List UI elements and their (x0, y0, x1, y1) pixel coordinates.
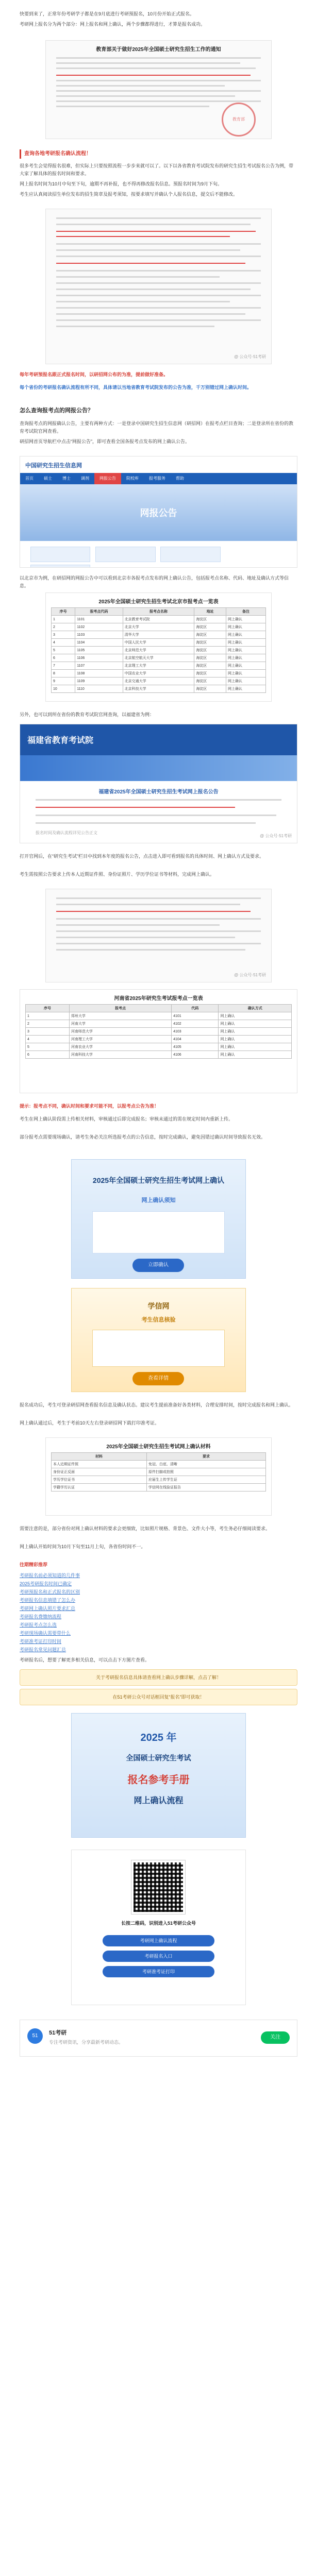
table2-cell: 1 (26, 1012, 70, 1020)
account-name: 51考研 (49, 2030, 67, 2036)
tip-bubble-2-text: 在51考研公众号对话框回复“报名”即可获取！ (112, 1694, 205, 1700)
table1-row (52, 631, 266, 639)
table1-cell: 8 (52, 670, 75, 677)
recommend-link[interactable]: 考研报考点怎么选 (20, 1622, 57, 1628)
table1-cell: 5 (52, 647, 75, 654)
poster3-line1: 全国硕士研究生考试 (126, 1754, 191, 1762)
announcement-title: 教育部关于做好2025年全国硕士研究生招生工作的通知 (96, 47, 221, 53)
paragraph-2a: 查询报考点的网报确认公告，主要有两种方式：一是登录中国研究生招生信息网（研招网）在报考点栏目查询；二是登录所在省份的教育考试院官网查看。 (20, 421, 294, 434)
portal-logo: 中国研究生招生信息网 (25, 463, 82, 469)
table1-cell: 7 (52, 662, 75, 670)
table2-cell: 4101 (172, 1012, 219, 1020)
table3-cell: 学历学位证书 (52, 1476, 147, 1484)
table3-cell: 学信网在线验证报告 (146, 1484, 265, 1492)
table2-row (26, 1012, 292, 1020)
recommend-link[interactable]: 考研准考证打印时间 (20, 1639, 62, 1644)
table1-cell: 1105 (75, 647, 123, 654)
table3-row (52, 1484, 266, 1492)
section1-paragraph-3: 考生应认真阅读招生单位发布的招生简章及报考须知，按要求填写并确认个人报名信息，提交后不能修改。 (20, 192, 238, 197)
poster3-line3: 网上确认流程 (134, 1797, 184, 1805)
table2-header: 代码 (172, 1005, 219, 1012)
table1-header: 序号 (52, 608, 75, 616)
table1-cell: 4 (52, 639, 75, 647)
table1-cell: 1103 (75, 631, 123, 639)
qr-block (71, 1850, 246, 2005)
fujian-note: 报名时间及确认流程详见公告正文 (36, 831, 97, 835)
table3-header: 要求 (146, 1453, 265, 1461)
table3-header: 材料 (52, 1453, 147, 1461)
poster3-year: 2025 年 (140, 1732, 177, 1743)
table1 (51, 607, 266, 693)
table1-cell: 海淀区 (194, 616, 226, 623)
red-note: 每年考研预报名跟正式报名时间，以研招网公布的为准，提前做好准备。 (20, 372, 169, 377)
portal-nav-item[interactable]: 硕士 (44, 476, 52, 481)
table1-cell: 海淀区 (194, 647, 226, 654)
table2-cell: 3 (26, 1028, 70, 1036)
table1-header: 报考点代码 (75, 608, 123, 616)
portal-banner-title: 网报公告 (140, 508, 177, 518)
table2-cell: 4103 (172, 1028, 219, 1036)
table1-cell: 6 (52, 654, 75, 662)
section1-paragraph-2: 网上报名时间为10月中旬至下旬，逾期不再补报，也不得再修改报名信息。预报名时间为9月下旬。 (20, 181, 223, 187)
table1-cell: 3 (52, 631, 75, 639)
table1-cell: 1110 (75, 685, 123, 693)
beijing-table-screenshot (45, 592, 272, 702)
table1-cell: 1104 (75, 639, 123, 647)
recommend-link[interactable]: 考研预报名和正式报名的区别 (20, 1589, 80, 1595)
table2-cell: 郑州大学 (69, 1012, 171, 1020)
recommend-link[interactable]: 考研现场确认需要带什么 (20, 1631, 71, 1636)
table1-cell: 网上确认 (226, 654, 265, 662)
portal-banner (20, 484, 297, 541)
table1-cell: 清华大学 (123, 631, 194, 639)
table1-title: 2025年全国硕士研究生招生考试北京市报考点一览表 (98, 599, 219, 605)
table1-header: 报考点名称 (123, 608, 194, 616)
paragraph-7a: 报名成功后，考生可登录研招网查看报名信息及确认状态。建议考生提前准备好各类材料，合理安排时间，按时完成报名和网上确认。 (20, 1402, 294, 1408)
table3 (51, 1452, 266, 1492)
table1-cell: 中国农业大学 (123, 670, 194, 677)
paragraph-4: 另外，也可以到所在省份的教育考试院官网查询，以福建省为例： (20, 712, 155, 717)
portal-tiles (30, 547, 287, 561)
fujian-site-title: 福建省教育考试院 (27, 736, 94, 745)
table1-cell: 9 (52, 677, 75, 685)
watermark: @ 公众号·51考研 (234, 354, 266, 359)
announcement-screenshot (45, 40, 272, 139)
portal-nav-item[interactable]: 报考服务 (149, 476, 165, 481)
fujian-site-screenshot (20, 724, 297, 843)
manual-poster[interactable] (71, 1713, 246, 1838)
table2-cell: 网上确认 (219, 1036, 292, 1043)
table1-cell: 北京交通大学 (123, 677, 194, 685)
table2-cell: 6 (26, 1051, 70, 1059)
table2-cell: 4106 (172, 1051, 219, 1059)
table2-cell: 4104 (172, 1036, 219, 1043)
table1-cell: 中国人民大学 (123, 639, 194, 647)
account-avatar: 51 (27, 2028, 43, 2044)
table3-row (52, 1461, 266, 1468)
table1-cell: 海淀区 (194, 631, 226, 639)
poster1-button[interactable]: 立即确认 (132, 1259, 184, 1272)
table1-cell: 10 (52, 685, 75, 693)
table1-cell: 网上确认 (226, 670, 265, 677)
upload-instruction-screenshot (45, 889, 272, 982)
table1-row (52, 647, 266, 654)
table2-cell: 河南师范大学 (69, 1028, 171, 1036)
table2-cell: 网上确认 (219, 1020, 292, 1028)
account-desc: 专注考研资讯，分享最新考研动态。 (49, 2040, 124, 2045)
watermark: @ 公众号·51考研 (260, 834, 292, 838)
table2-cell: 4105 (172, 1043, 219, 1051)
table1-row (52, 685, 266, 693)
fujian-announcement-title[interactable]: 福建省2025年全国硕士研究生招生考试网上报名公告 (98, 789, 219, 795)
intro-paragraph-1: 快要到来了，正常年份考研学子都是在9月底进行考研预报名，10月份开始正式报名。 (20, 11, 195, 16)
table2-cell: 河南大学 (69, 1020, 171, 1028)
qr-code-icon[interactable] (131, 1860, 185, 1914)
portal-nav-item[interactable]: 调剂 (81, 476, 89, 481)
table2-header: 确认方式 (219, 1005, 292, 1012)
table2-header: 序号 (26, 1005, 70, 1012)
table2-cell: 河南农业大学 (69, 1043, 171, 1051)
portal-nav-item[interactable]: 院校库 (126, 476, 139, 481)
paragraph-9: 考研报名后，想要了解更多相关信息，可以点击下方图片查看。 (20, 1657, 150, 1663)
paragraph-8b: 网上确认开始时间为10月下旬至11月上旬，各省份时间不一。 (20, 1544, 146, 1549)
recommend-link[interactable]: 考研报名信息填错了怎么办 (20, 1598, 76, 1603)
table1-cell: 1109 (75, 677, 123, 685)
poster2-title: 学信网 (147, 1302, 170, 1310)
table1-cell: 海淀区 (194, 670, 226, 677)
red-seal-icon: 教育部 (222, 103, 256, 137)
table1-cell: 海淀区 (194, 654, 226, 662)
qr-tag-1[interactable]: 考研网上确认流程 (103, 1935, 214, 1946)
table2-cell: 河南理工大学 (69, 1036, 171, 1043)
table2-cell: 5 (26, 1043, 70, 1051)
table1-cell: 北京教育考试院 (123, 616, 194, 623)
table1-cell: 网上确认 (226, 662, 265, 670)
table2-row (26, 1051, 292, 1059)
table1-cell: 1108 (75, 670, 123, 677)
table1-cell: 1106 (75, 654, 123, 662)
table2-row (26, 1043, 292, 1051)
table2-cell: 网上确认 (219, 1012, 292, 1020)
chsi-poster (71, 1288, 246, 1392)
portal-nav-item-announcement[interactable]: 网报公告 (94, 473, 121, 484)
paragraph-6a: 考生在网上确认阶段需上传相关材料，审核通过后即完成报名；审核未通过的需在规定时间内重新上传。 (20, 1116, 234, 1122)
table2-row (26, 1028, 292, 1036)
intro-paragraph-2: 考研网上报名分为两个部分：网上报名和网上确认，两个步骤都得进行，才算是报名成功。 (20, 22, 206, 27)
qr-caption: 长按二维码，识别进入51考研公众号 (121, 1921, 196, 1926)
table1-cell: 2 (52, 623, 75, 631)
paragraph-7b: 网上确认通过后，考生于考前10天左右登录研招网下载打印准考证。 (20, 1420, 160, 1426)
materials-table-screenshot (45, 1437, 272, 1516)
yanzhao-portal-screenshot (20, 456, 297, 568)
table1-cell: 1 (52, 616, 75, 623)
table1-cell: 海淀区 (194, 685, 226, 693)
table1-cell: 海淀区 (194, 677, 226, 685)
follow-card[interactable] (20, 2020, 297, 2057)
recommend-link[interactable]: 考研报名前必须知道的几件事 (20, 1573, 80, 1578)
table2-cell: 4 (26, 1036, 70, 1043)
table1-row (52, 677, 266, 685)
table1-cell: 北京航空航天大学 (123, 654, 194, 662)
tip-bubble-2[interactable] (20, 1689, 297, 1705)
table1-row (52, 654, 266, 662)
table1-cell: 网上确认 (226, 623, 265, 631)
table1-cell: 网上确认 (226, 647, 265, 654)
recommend-links (20, 1571, 296, 1654)
table1-row (52, 623, 266, 631)
question-heading: 怎么查询报考点的网报公告？ (20, 408, 93, 414)
paragraph-6b: 部分报考点需要现场确认，请考生务必关注所选报考点的公告信息，按时完成确认，避免因错过确认时间导致报名无效。 (20, 1134, 266, 1140)
table1-row (52, 639, 266, 647)
confirm-poster (71, 1159, 246, 1279)
table1-cell: 北京科技大学 (123, 685, 194, 693)
portal-nav-item[interactable]: 帮助 (176, 476, 184, 481)
blue-note: 每个省份的考研报名确认流程有所不同，具体请以当地省教育考试院发布的公告为准，千万别错过网上确认时间。 (20, 385, 252, 390)
section-heading-1: 查询各地考研报名确认流程！ (20, 149, 91, 159)
follow-button[interactable]: 关注 (261, 2031, 290, 2044)
henan-table-screenshot (20, 989, 297, 1093)
paragraph-3: 以北京市为例，在研招网的网报公告中可以看到北京市各报考点发布的网上确认公告，包括报考点名称、代码、地址及确认方式等信息。 (20, 575, 289, 588)
table1-row (52, 662, 266, 670)
portal-nav-item[interactable]: 首页 (25, 476, 34, 481)
portal-nav (20, 473, 297, 484)
portal-nav-item[interactable]: 博士 (62, 476, 71, 481)
table3-title: 2025年全国硕士研究生招生考试网上确认材料 (106, 1444, 211, 1450)
table1-cell: 北京理工大学 (123, 662, 194, 670)
red-warning: 提示：报考点不同，确认时间和要求可能不同，以报考点公告为准！ (20, 1104, 159, 1109)
table1-cell: 网上确认 (226, 677, 265, 685)
table1-cell: 网上确认 (226, 639, 265, 647)
recommend-link[interactable]: 考研报名费缴纳流程 (20, 1614, 62, 1619)
table1-cell: 海淀区 (194, 623, 226, 631)
poster2-subtitle: 考生信息核验 (141, 1317, 176, 1323)
table3-cell: 应届生上传学生证 (146, 1476, 265, 1484)
table3-row (52, 1468, 266, 1476)
section1-paragraph-1: 很多考生会觉得报名很难，但实际上只要按照流程一步步来就可以了。以下以各省教育考试院发布的研究生招生考试报名公告为例，带大家了解具体的报名时间和要求。 (20, 163, 294, 176)
table1-cell: 网上确认 (226, 685, 265, 693)
table3-cell: 身份证正反面 (52, 1468, 147, 1476)
table1-cell: 1102 (75, 623, 123, 631)
poster1-subtitle: 网上确认须知 (141, 1197, 176, 1204)
table2-row (26, 1036, 292, 1043)
table3-row (52, 1476, 266, 1484)
table3-cell: 学籍学历认证 (52, 1484, 147, 1492)
table1-row (52, 670, 266, 677)
recommend-link[interactable]: 考研报名常见问题汇总 (20, 1647, 66, 1652)
table2-header: 报考点 (69, 1005, 171, 1012)
table2-row (26, 1020, 292, 1028)
table2 (25, 1004, 292, 1059)
watermark: @ 公众号·51考研 (234, 973, 266, 977)
table3-cell: 原件扫描或拍照 (146, 1468, 265, 1476)
table2-title: 河南省2025年研究生考试报考点一览表 (114, 996, 203, 1002)
table2-cell: 河南科技大学 (69, 1051, 171, 1059)
table2-cell: 网上确认 (219, 1043, 292, 1051)
table3-cell: 免冠、白底、清晰 (146, 1461, 265, 1468)
qr-tag-3[interactable]: 考研准考证打印 (103, 1966, 214, 1977)
poster1-title: 2025年全国硕士研究生招生考试网上确认 (92, 1176, 225, 1184)
table1-header: 地址 (194, 608, 226, 616)
recommend-link[interactable]: 考研网上确认照片要求汇总 (20, 1606, 76, 1611)
table1-cell: 网上确认 (226, 616, 265, 623)
table1-cell: 北京师范大学 (123, 647, 194, 654)
table1-cell: 1107 (75, 662, 123, 670)
table1-cell: 海淀区 (194, 639, 226, 647)
poster2-button[interactable]: 查看详情 (132, 1372, 184, 1385)
paragraph-2b: 研招网首页导航栏中点击“网报公告”，即可查看全国各报考点发布的网上确认公告。 (20, 439, 190, 444)
table1-header: 备注 (226, 608, 265, 616)
table1-cell: 1101 (75, 616, 123, 623)
paragraph-5a: 打开官网后，在“研究生考试”栏目中找到本年度的报名公告，点击进入即可看到报名的具体时间、网上确认方式及要求。 (20, 854, 264, 859)
tip-bubble-1[interactable] (20, 1669, 297, 1686)
table2-cell: 2 (26, 1020, 70, 1028)
table1-cell: 北京大学 (123, 623, 194, 631)
recommend-link[interactable]: 2025考研报名时间已确定 (20, 1581, 72, 1586)
table3-cell: 本人近期证件照 (52, 1461, 147, 1468)
poster3-line2: 报名参考手册 (127, 1774, 190, 1786)
table1-row (52, 616, 266, 623)
paragraph-8a: 需要注意的是，部分省份对网上确认材料的要求会更细致，比如照片规格、背景色、文件大小等，考生务必仔细阅读要求。 (20, 1526, 271, 1531)
tip-bubble-1-text: 关于考研报名信息具体请查看网上确认步骤详解，点击了解！ (95, 1675, 221, 1680)
table1-cell: 海淀区 (194, 662, 226, 670)
qr-tag-2[interactable]: 考研报名入口 (103, 1951, 214, 1962)
table2-cell: 网上确认 (219, 1051, 292, 1059)
recommend-heading: 往期精彩推荐 (20, 1562, 48, 1567)
table1-cell: 网上确认 (226, 631, 265, 639)
paragraph-5b: 考生需按照公告要求上传本人近期证件照、身份证照片、学历学位证书等材料，完成网上确认。 (20, 872, 215, 877)
guide-document-screenshot (45, 209, 272, 364)
table2-cell: 4102 (172, 1020, 219, 1028)
table2-cell: 网上确认 (219, 1028, 292, 1036)
